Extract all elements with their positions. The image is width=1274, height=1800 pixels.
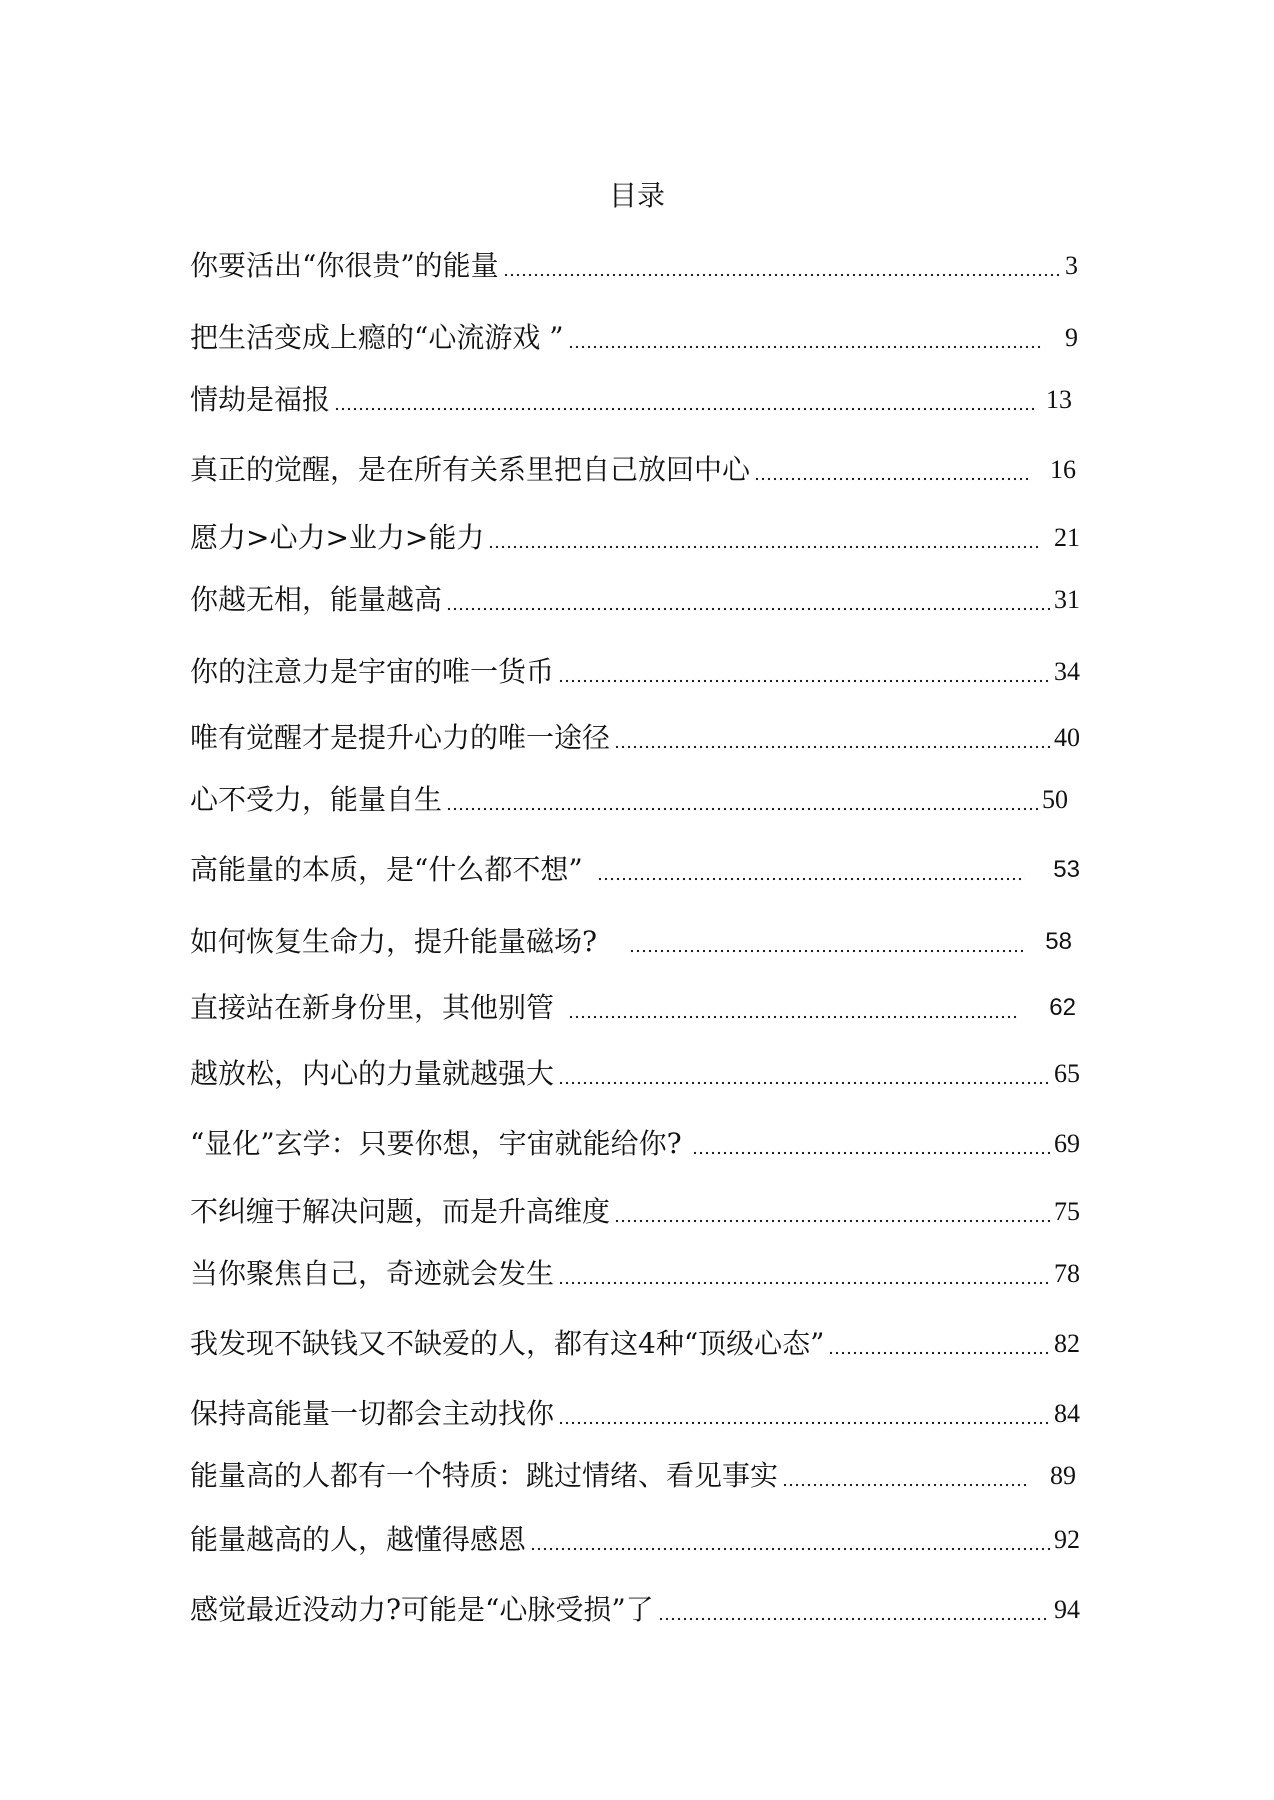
toc-entry [190,1192,1080,1232]
toc-leader-dots [558,1421,1050,1425]
toc-page-number: 21 [1054,523,1080,552]
toc-leader-dots [614,1219,1050,1223]
toc-page-number: 3 [1065,251,1078,280]
toc-title: 目录 [608,179,665,212]
toc-leader-dots [488,545,1040,549]
toc-entry-title: “显化”玄学：只要你想，宇宙就能给你? [190,1127,682,1160]
toc-entry-title: 直接站在新身份里，其他别管 [190,991,555,1024]
toc-entry-title: 把生活变成上瘾的“心流游戏 ” [190,321,564,354]
toc-page-number: 13 [1046,385,1072,414]
toc-page-number: 53 [1053,856,1080,883]
toc-leader-dots [446,807,1038,811]
toc-page-number: 34 [1054,657,1080,686]
toc-leader-dots [568,1015,1019,1019]
toc-entry [190,580,1080,620]
toc-entry [190,850,1080,890]
toc-entry-title: 能量高的人都有一个特质：跳过情绪、看见事实 [190,1459,779,1492]
toc-entry [190,1590,1080,1630]
toc-entry-title: 唯有觉醒才是提升心力的唯一途径 [190,721,611,754]
toc-entry [190,1456,1076,1496]
toc-leader-dots [558,1081,1050,1085]
toc-entry [190,922,1072,962]
toc-entry [190,318,1078,358]
toc-entry-title: 能量越高的人，越懂得感恩 [190,1523,527,1556]
toc-page-number: 40 [1054,723,1080,752]
toc-leader-dots [558,1281,1050,1285]
toc-entry [190,1394,1080,1434]
toc-entry [190,1520,1080,1560]
toc-entry-title: 你越无相，能量越高 [190,583,443,616]
toc-page-number: 89 [1050,1461,1076,1490]
toc-entry [190,518,1080,558]
toc-entry-title: 情劫是福报 [190,383,331,416]
toc-leader-dots [597,877,1026,881]
toc-leader-dots [658,1617,1050,1621]
toc-page-number: 75 [1054,1197,1080,1226]
toc-leader-dots [692,1151,1050,1155]
toc-entry [190,450,1076,490]
toc-entry [190,1124,1080,1164]
toc-leader-dots [629,949,1023,953]
toc-entry-title: 保持高能量一切都会主动找你 [190,1397,555,1430]
toc-entry-title: 你的注意力是宇宙的唯一货币 [190,655,555,688]
toc-page-number: 92 [1054,1525,1080,1554]
toc-entry-title: 高能量的本质，是“什么都不想” [190,853,583,886]
toc-entry [190,718,1080,758]
toc-entry [190,1324,1080,1364]
toc-entry [190,380,1072,420]
toc-page-number: 50 [1042,785,1068,814]
toc-page-number: 84 [1054,1399,1080,1428]
toc-page-number: 82 [1054,1329,1080,1358]
toc-entry-title: 感觉最近没动力?可能是“心脉受损”了 [190,1593,654,1626]
toc-entry-title: 你要活出“你很贵”的能量 [190,249,499,282]
toc-page-number: 16 [1050,455,1076,484]
toc-page-number: 62 [1049,994,1076,1021]
toc-entry-title: 心不受力，能量自生 [190,783,443,816]
toc-entry [190,1254,1080,1294]
toc-page-number: 9 [1065,323,1078,352]
toc-page-number: 58 [1045,928,1072,955]
toc-page-number: 69 [1054,1129,1080,1158]
toc-page-number: 31 [1054,585,1080,614]
toc-entry-title: 不纠缠于解决问题，而是升高维度 [190,1195,611,1228]
toc-entry [190,652,1080,692]
toc-entry [190,1054,1080,1094]
toc-entry-title: 如何恢复生命力，提升能量磁场? [190,925,598,958]
toc-leader-dots [503,273,1061,277]
toc-leader-dots [446,607,1050,611]
toc-entry-title: 愿力>心力>业力>能力 [190,521,485,554]
toc-leader-dots [334,407,1036,411]
toc-leader-dots [530,1547,1050,1551]
toc-page-number: 78 [1054,1259,1080,1288]
toc-entry-title: 我发现不缺钱又不缺爱的人，都有这4种“顶级心态” [190,1327,825,1360]
toc-leader-dots [782,1483,1028,1487]
toc-entry [190,246,1078,286]
toc-page-number: 65 [1054,1059,1080,1088]
toc-entry-title: 当你聚焦自己，奇迹就会发生 [190,1257,555,1290]
toc-leader-dots [568,345,1043,349]
toc-entry-title: 真正的觉醒，是在所有关系里把自己放回中心 [190,453,751,486]
toc-leader-dots [754,477,1028,481]
toc-leader-dots [828,1351,1050,1355]
toc-page-number: 94 [1054,1595,1080,1624]
toc-leader-dots [614,745,1050,749]
toc-entry [190,988,1076,1028]
toc-entry-title: 越放松，内心的力量就越强大 [190,1057,555,1090]
toc-leader-dots [558,679,1050,683]
toc-entry [190,780,1068,820]
